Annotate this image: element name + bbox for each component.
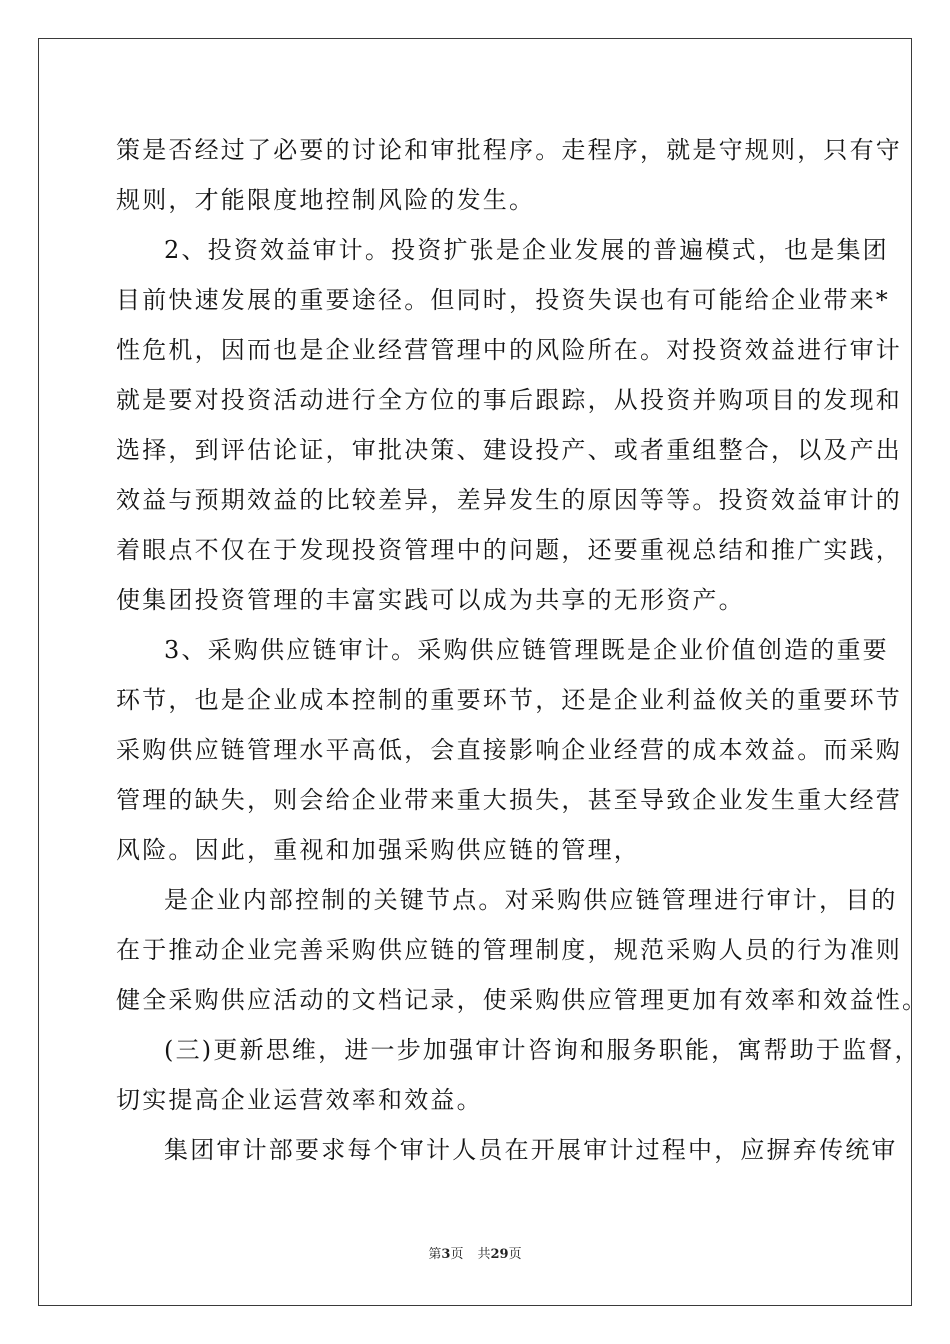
paragraph-line: 2、投资效益审计。投资扩张是企业发展的普遍模式，也是集团: [164, 236, 889, 264]
total-suffix: 页: [508, 1247, 522, 1262]
text-line: 效益与预期效益的比较差异，差异发生的原因等等。投资效益审计的: [116, 486, 902, 514]
text-line: 选择，到评估论证，审批决策、建设投产、或者重组整合，以及产出: [116, 436, 902, 464]
text-line: 风险。因此，重视和加强采购供应链的管理，: [116, 836, 640, 864]
text-line: 就是要对投资活动进行全方位的事后跟踪，从投资并购项目的发现和: [116, 386, 902, 414]
paragraph-line: 是企业内部控制的关键节点。对采购供应链管理进行审计，目的: [164, 886, 898, 914]
page-prefix: 第: [428, 1247, 442, 1262]
text-line: 目前快速发展的重要途径。但同时，投资失误也有可能给企业带来*: [116, 286, 890, 314]
text-line: 性危机，因而也是企业经营管理中的风险所在。对投资效益进行审计: [116, 336, 902, 364]
page-number: 3: [441, 1247, 451, 1262]
page-suffix: 页: [450, 1247, 464, 1262]
page-border: [38, 38, 912, 1306]
text-line: 策是否经过了必要的讨论和审批程序。走程序，就是守规则，只有守: [116, 136, 902, 164]
paragraph-line: (三)更新思维，进一步加强审计咨询和服务职能，寓帮助于监督，: [164, 1036, 921, 1064]
page-footer: [0, 1246, 950, 1264]
text-line: 采购供应链管理水平高低，会直接影响企业经营的成本效益。而采购: [116, 736, 902, 764]
text-line: 管理的缺失，则会给企业带来重大损失，甚至导致企业发生重大经营: [116, 786, 902, 814]
text-line: 健全采购供应活动的文档记录，使采购供应管理更加有效率和效益性。: [116, 986, 929, 1014]
text-line: 环节，也是企业成本控制的重要环节，还是企业利益攸关的重要环节: [116, 686, 902, 714]
paragraph-line: 集团审计部要求每个审计人员在开展审计过程中，应摒弃传统审: [164, 1136, 898, 1164]
text-line: 着眼点不仅在于发现投资管理中的问题，还要重视总结和推广实践，: [116, 536, 902, 564]
text-line: 使集团投资管理的丰富实践可以成为共享的无形资产。: [116, 586, 745, 614]
text-line: 在于推动企业完善采购供应链的管理制度，规范采购人员的行为准则: [116, 936, 902, 964]
text-line: 规则，才能限度地控制风险的发生。: [116, 186, 536, 214]
total-prefix: 共: [477, 1247, 491, 1262]
text-line: 切实提高企业运营效率和效益。: [116, 1086, 483, 1114]
total-pages: 29: [490, 1247, 509, 1262]
paragraph-line: 3、采购供应链审计。采购供应链管理既是企业价值创造的重要: [164, 636, 889, 664]
